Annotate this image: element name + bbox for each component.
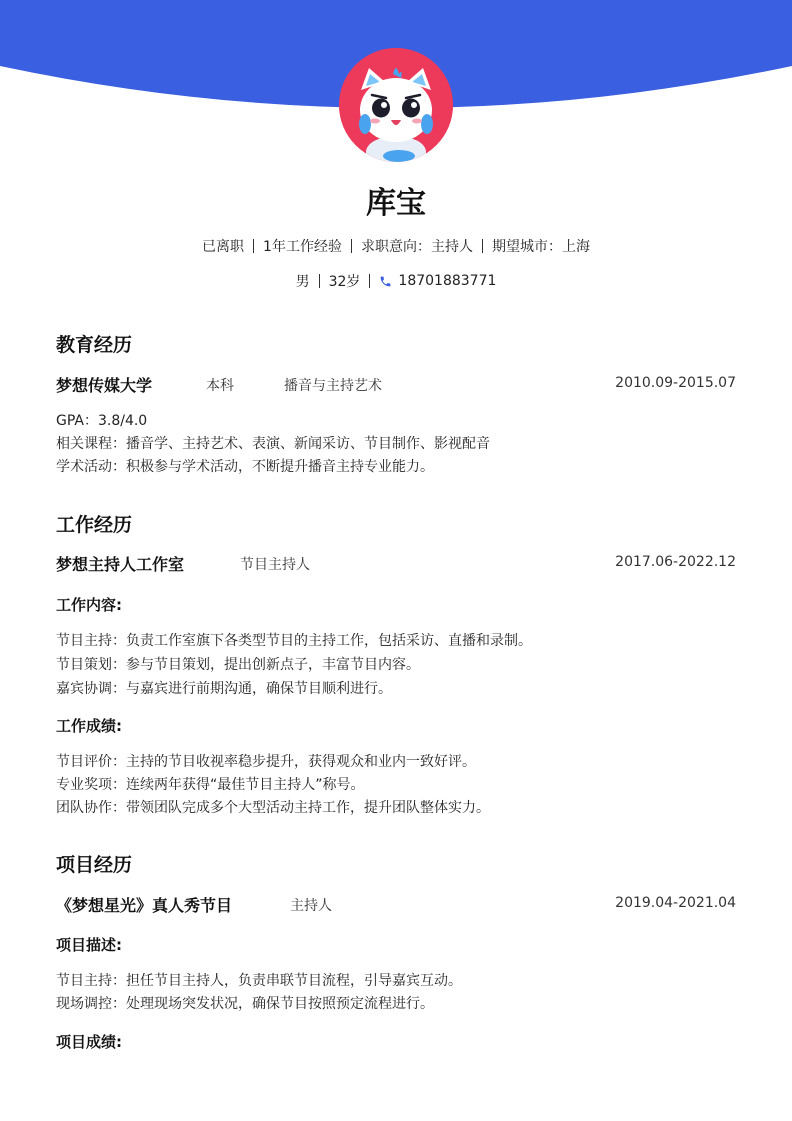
work-content-line: 嘉宾协调：与嘉宾进行前期沟通，确保节目顺利进行。 — [56, 681, 392, 697]
phone-icon — [379, 275, 392, 288]
meta-row-secondary — [0, 271, 792, 291]
company-name: 梦想主持人工作室 — [56, 555, 185, 574]
project-name: 《梦想星光》真人秀节目 — [56, 896, 233, 915]
expected-city: 期望城市：上海 — [491, 239, 590, 255]
avatar-mascot-icon — [339, 48, 453, 162]
gender: 男 — [295, 274, 310, 290]
school-name: 梦想传媒大学 — [56, 376, 153, 395]
phone-number[interactable]: 18701883771 — [398, 273, 497, 289]
education-title: 教育经历 — [56, 334, 133, 356]
project-desc-line: 现场调控：处理现场突发状况，确保节目按照预定流程进行。 — [56, 996, 434, 1012]
work-content-line: 节目策划：参与节目策划，提出创新点子，丰富节目内容。 — [56, 657, 420, 673]
work-date: 2017.06-2022.12 — [615, 554, 736, 570]
divider — [482, 239, 483, 253]
work-experience: 1年工作经验 — [263, 239, 342, 255]
project-date: 2019.04-2021.04 — [615, 895, 736, 911]
work-achieve-line: 团队协作：带领团队完成多个大型活动主持工作，提升团队整体实力。 — [56, 800, 490, 816]
avatar — [339, 48, 453, 162]
education-line: GPA：3.8/4.0 — [56, 413, 148, 429]
education-line: 相关课程：播音学、主持艺术、表演、新闻采访、节目制作、影视配音 — [56, 436, 490, 452]
work-entry — [56, 552, 736, 576]
major: 播音与主持艺术 — [284, 378, 382, 394]
education-entry — [56, 373, 736, 397]
project-desc-title: 项目描述: — [56, 936, 122, 954]
work-achieve-title: 工作成绩: — [56, 717, 122, 735]
meta-row-primary — [0, 236, 792, 256]
divider — [351, 239, 352, 253]
degree: 本科 — [206, 378, 234, 394]
divider — [253, 239, 254, 253]
job-status: 已离职 — [202, 239, 245, 255]
education-line: 学术活动：积极参与学术活动，不断提升播音主持专业能力。 — [56, 459, 434, 475]
project-achieve-title: 项目成绩: — [56, 1033, 122, 1051]
education-date: 2010.09-2015.07 — [615, 375, 736, 391]
job-position: 节目主持人 — [240, 557, 310, 573]
project-desc-line: 节目主持：担任节目主持人，负责串联节目流程，引导嘉宾互动。 — [56, 973, 462, 989]
job-intent: 求职意向：主持人 — [360, 239, 473, 255]
work-content-line: 节目主持：负责工作室旗下各类型节目的主持工作，包括采访、直播和录制。 — [56, 633, 532, 649]
age: 32岁 — [328, 274, 361, 290]
project-title: 项目经历 — [56, 854, 133, 876]
divider — [319, 274, 320, 288]
divider — [369, 274, 370, 288]
work-achieve-line: 专业奖项：连续两年获得“最佳节目主持人”称号。 — [56, 777, 365, 793]
candidate-name: 库宝 — [366, 186, 426, 221]
work-title: 工作经历 — [56, 514, 133, 536]
work-content-title: 工作内容: — [56, 596, 122, 614]
project-entry — [56, 893, 736, 917]
work-achieve-line: 节目评价：主持的节目收视率稳步提升，获得观众和业内一致好评。 — [56, 754, 476, 770]
project-role: 主持人 — [290, 898, 332, 914]
